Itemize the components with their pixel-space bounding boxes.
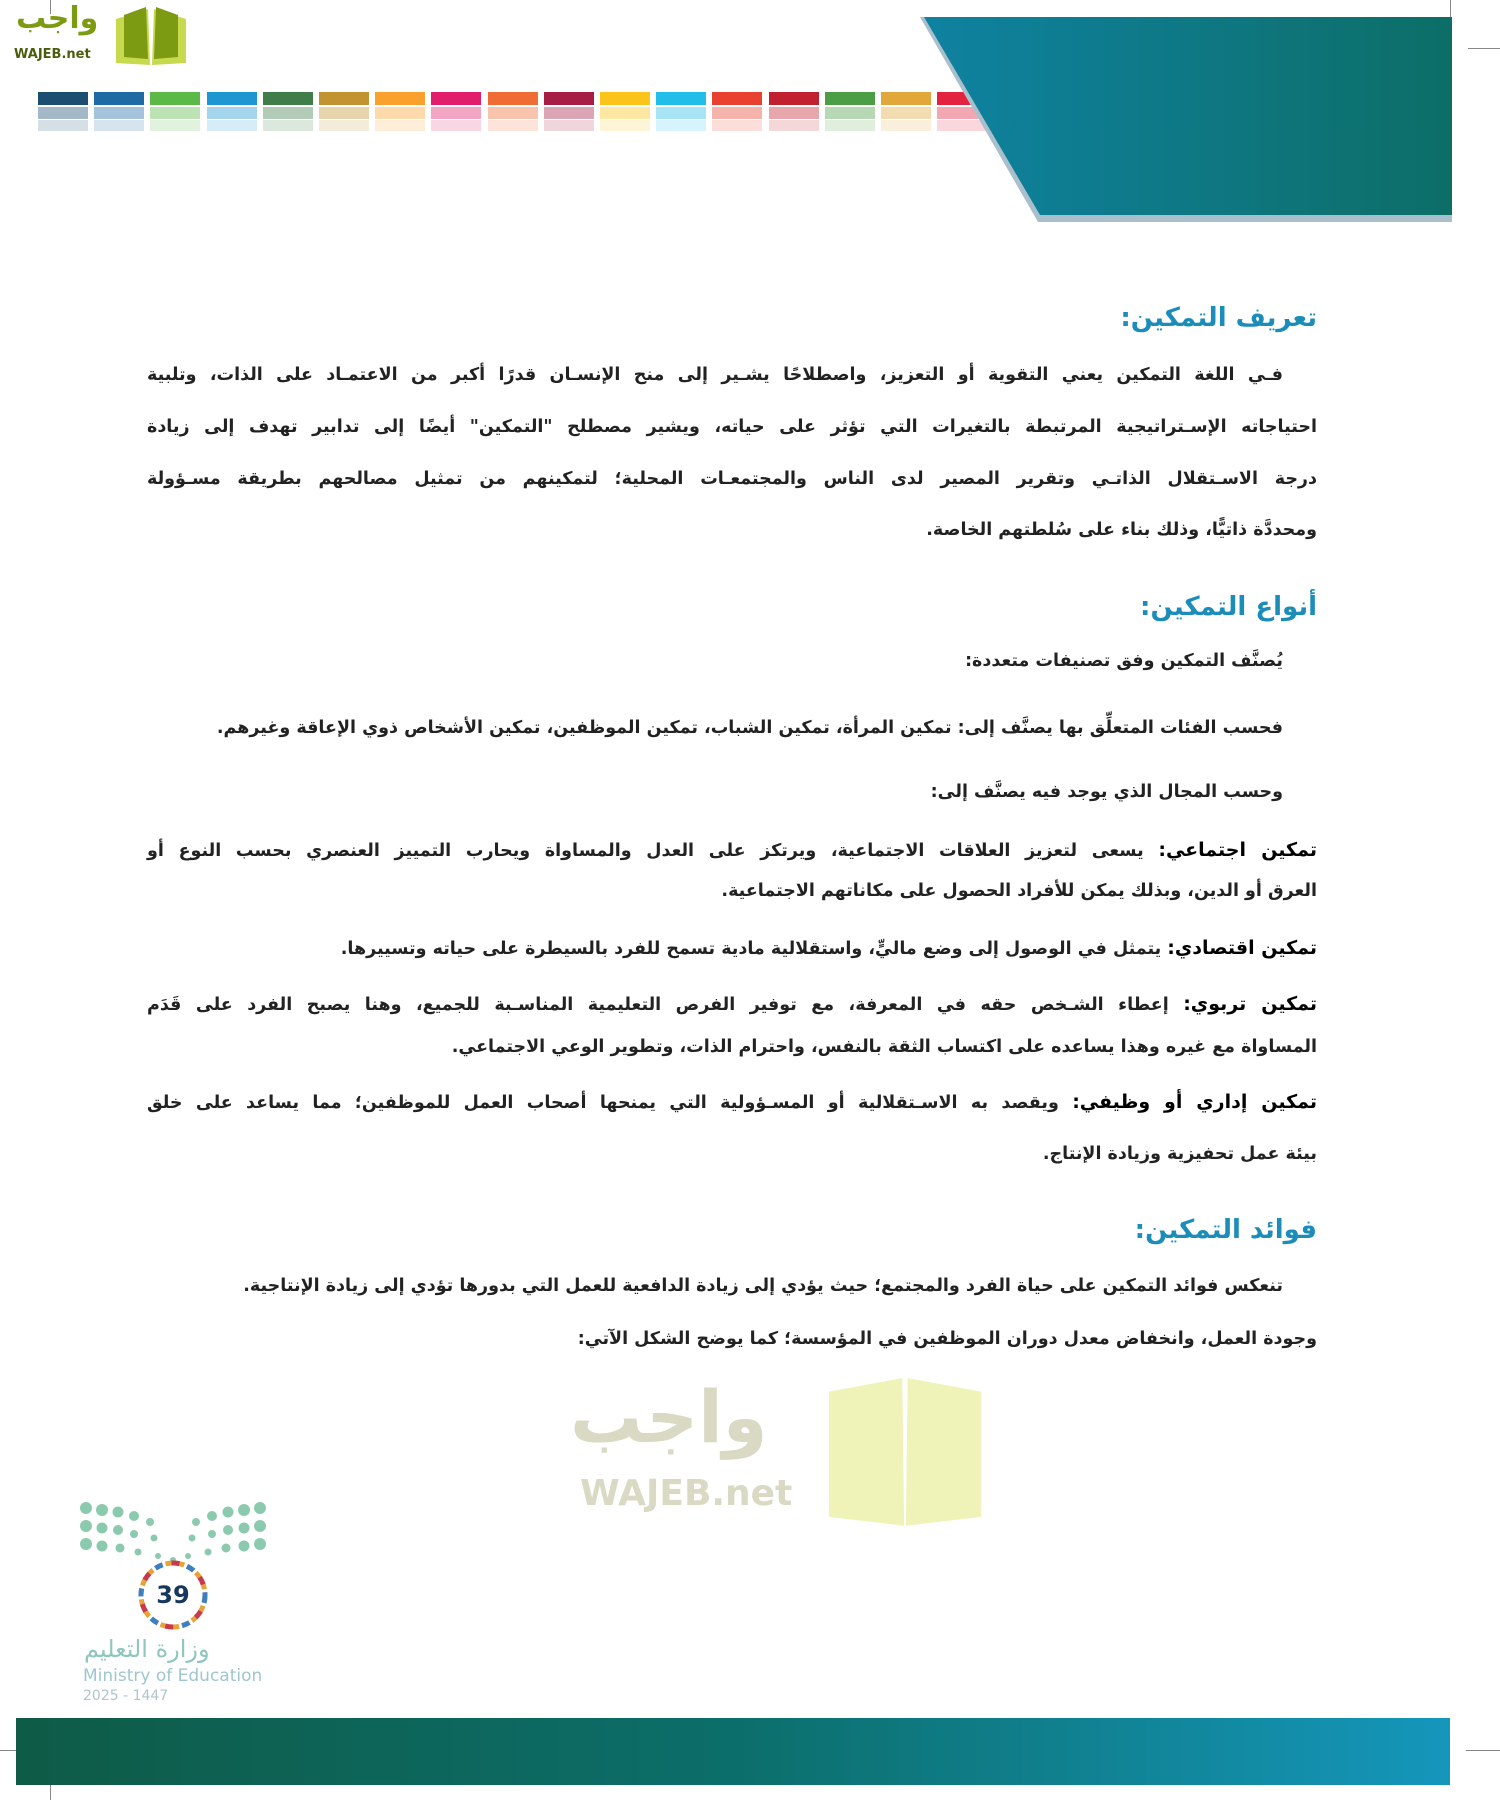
color-swatch	[375, 120, 425, 131]
color-swatch	[600, 92, 650, 105]
color-swatch	[769, 120, 819, 131]
line-text: فـي اللغة التمكين يعني التقوية أو التعزيز، واصطلاحًا يشـير إلى منح الإنسـان قدرًا أكبر من الاعتمـاد على الذات، وتلبية	[147, 365, 1283, 385]
paragraph-line	[147, 986, 1317, 1022]
color-swatch	[94, 107, 144, 119]
line-text: بيئة عمل تحفيزية وزيادة الإنتاج.	[1042, 1144, 1317, 1164]
color-swatch	[431, 92, 481, 105]
color-swatch	[488, 92, 538, 105]
book-icon	[110, 5, 192, 67]
color-swatch	[600, 107, 650, 119]
color-swatch	[38, 120, 88, 131]
color-swatch	[38, 107, 88, 119]
line-text: يتمثل في الوصول إلى وضع ماليٍّ، واستقلالية مادية تسمح للفرد بالسيطرة على حياته وتسييرها.	[340, 939, 1168, 959]
crop-mark	[1466, 1750, 1500, 1751]
color-swatch	[375, 92, 425, 105]
page-number: 39	[156, 1581, 190, 1609]
color-swatch	[544, 92, 594, 105]
paragraph-line	[147, 512, 1317, 548]
logo-latin-text: WAJEB.net	[14, 47, 91, 62]
paragraph-line	[147, 832, 1317, 868]
line-text: احتياجاته الإسـتراتيجية المرتبطة بالتغيرات التي تؤثر على حياته، ويشير مصطلح "التمكين" أيضًا إلى تدابير تهدف إلى زيادة	[147, 417, 1317, 437]
line-text: فحسب الفئات المتعلِّق بها يصنَّف إلى: تمكين المرأة، تمكين الشباب، تمكين الموظفين، تمكين الأشخاص ذوي الإعاقة وغيرهم.	[216, 718, 1283, 738]
paragraph-line	[147, 1029, 1317, 1065]
paragraph-line	[147, 357, 1317, 393]
line-text: وجودة العمل، وانخفاض معدل دوران الموظفين في المؤسسة؛ كما يوضح الشكل الآتي:	[577, 1329, 1317, 1349]
ministry-arabic-name: وزارة التعليم	[84, 1635, 210, 1663]
line-text: يُصنَّف التمكين وفق تصنيفات متعددة:	[965, 651, 1283, 671]
ministry-english-name: Ministry of Education	[83, 1666, 263, 1686]
term-label: تمكين اجتماعي:	[1158, 839, 1317, 861]
color-swatch	[488, 120, 538, 131]
color-swatch	[825, 92, 875, 105]
line-text: درجة الاسـتقلال الذاتـي وتقرير المصير لدى الناس والمجتمعـات المحلية؛ لتمكينهم من تمثيل مصالحهم بطريقة مسـؤولة	[147, 469, 1317, 489]
line-text: يسعى لتعزيز العلاقات الاجتماعية، ويرتكز على العدل والمساواة ويحارب التمييز العنصري بحسب النوع أو	[147, 841, 1159, 861]
color-swatch	[656, 120, 706, 131]
color-swatch	[263, 92, 313, 105]
section-heading: فوائد التمكين:	[1134, 1215, 1317, 1245]
paragraph-line	[147, 1268, 1317, 1304]
paragraph-line	[147, 643, 1317, 679]
term-label: تمكين اقتصادي:	[1167, 937, 1317, 959]
color-swatch	[431, 120, 481, 131]
term-label: تمكين تربوي:	[1183, 993, 1317, 1015]
color-swatch	[150, 92, 200, 105]
color-swatch	[375, 107, 425, 119]
paragraph-line	[147, 930, 1317, 966]
color-swatch	[431, 107, 481, 119]
color-swatch	[712, 92, 762, 105]
paragraph-line	[147, 774, 1317, 810]
color-swatch	[600, 120, 650, 131]
color-swatch	[825, 120, 875, 131]
color-swatch	[263, 107, 313, 119]
color-swatch	[656, 92, 706, 105]
paragraph-line	[147, 710, 1317, 746]
crop-mark	[1468, 48, 1500, 49]
color-swatch	[825, 107, 875, 119]
color-swatch	[319, 92, 369, 105]
section-heading: تعريف التمكين:	[1120, 303, 1317, 333]
color-swatch	[38, 92, 88, 105]
color-swatch	[150, 120, 200, 131]
color-strips	[38, 92, 998, 132]
color-swatch	[712, 120, 762, 131]
color-swatch	[769, 107, 819, 119]
watermark	[560, 1372, 1040, 1547]
footer-bar	[16, 1718, 1450, 1785]
color-swatch	[319, 120, 369, 131]
color-swatch	[544, 107, 594, 119]
color-swatch	[319, 107, 369, 119]
color-swatch	[263, 120, 313, 131]
line-text: المساواة مع غيره وهذا يساعده على اكتساب الثقة بالنفس، واحترام الذات، وتطوير الوعي الاجتماعي.	[451, 1037, 1317, 1057]
color-swatch	[94, 120, 144, 131]
paragraph-line	[147, 1136, 1317, 1172]
term-label: تمكين إداري أو وظيفي:	[1072, 1091, 1317, 1113]
color-swatch	[207, 120, 257, 131]
line-text: ويقصد به الاسـتقلالية أو المسـؤولية التي يمنحها أصحاب العمل للموظفين؛ مما يساعد على خلق	[147, 1093, 1073, 1113]
color-swatch	[712, 107, 762, 119]
paragraph-line	[147, 873, 1317, 909]
paragraph-line	[147, 409, 1317, 445]
color-swatch	[150, 107, 200, 119]
line-text: إعطاء الشـخص حقه في المعرفة، مع توفير الفرص التعليمية المناسـبة للجميع، وهنا يصبح الفرد على قَدَم	[147, 995, 1184, 1015]
watermark-latin: WAJEB.net	[580, 1473, 793, 1514]
color-swatch	[207, 92, 257, 105]
color-swatch	[94, 92, 144, 105]
logo-arabic-text: واجب	[16, 1, 99, 36]
watermark-book-icon	[820, 1372, 990, 1532]
header-banner	[920, 17, 1452, 222]
paragraph-line	[147, 1084, 1317, 1120]
line-text: العرق أو الدين، وبذلك يمكن للأفراد الحصول على مكاناتهم الاجتماعية.	[721, 881, 1317, 901]
watermark-arabic: واجب	[570, 1375, 768, 1459]
ministry-years: 2025 - 1447	[83, 1688, 169, 1704]
color-swatch	[769, 92, 819, 105]
line-text: ومحددَّة ذاتيًّا، وذلك بناء على سُلطتهم الخاصة.	[926, 520, 1317, 540]
color-swatch	[544, 120, 594, 131]
wajeb-logo[interactable]	[10, 1, 190, 67]
line-text: وحسب المجال الذي يوجد فيه يصنَّف إلى:	[930, 782, 1283, 802]
color-swatch	[207, 107, 257, 119]
color-swatch	[488, 107, 538, 119]
line-text: تنعكس فوائد التمكين على حياة الفرد والمجتمع؛ حيث يؤدي إلى زيادة الدافعية للعمل التي بدورها تؤدي إلى زيادة الإنتاجية.	[243, 1276, 1283, 1296]
paragraph-line	[147, 461, 1317, 497]
section-heading: أنواع التمكين:	[1140, 592, 1317, 622]
ministry-logo	[78, 1500, 288, 1712]
color-swatch	[656, 107, 706, 119]
paragraph-line	[147, 1321, 1317, 1357]
